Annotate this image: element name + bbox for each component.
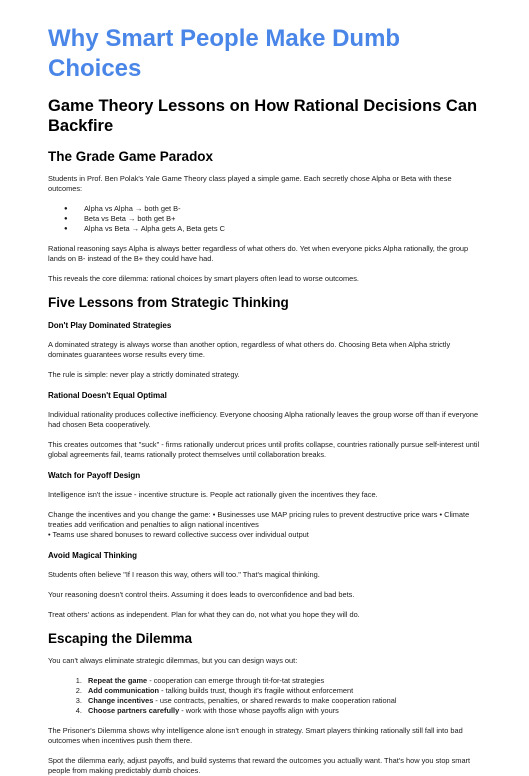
lesson-dominated-para-1: A dominated strategy is always worse than another option, regardless of what others do. Choosing Beta when Alpha strictly dominates guarantees worse results every time. bbox=[48, 340, 451, 359]
section-heading-grade-game: The Grade Game Paradox bbox=[48, 149, 214, 164]
list-item bbox=[84, 686, 481, 696]
list-item-text: - use contracts, penalties, or shared rewards to make cooperation rational bbox=[153, 696, 397, 705]
list-item-text: - cooperation can emerge through tit-for-tat strategies bbox=[147, 676, 325, 685]
list-item-text: - work with those whose payoffs align with yours bbox=[179, 706, 339, 715]
escaping-para-2: Spot the dilemma early, adjust payoffs, and build systems that reward the outcomes you actually want. That's how you stop smart people from making predictably dumb choices. bbox=[48, 756, 471, 775]
list-item: ● Beta vs Beta → both get B+ bbox=[84, 214, 481, 224]
lesson-heading-dominated: Don't Play Dominated Strategies bbox=[48, 321, 172, 330]
section-heading-five-lessons: Five Lessons from Strategic Thinking bbox=[48, 295, 289, 310]
list-item bbox=[84, 676, 481, 686]
list-item-bold: Add communication bbox=[88, 686, 160, 695]
list-item bbox=[84, 706, 481, 716]
lesson-rational-para-2: This creates outcomes that "suck" - firms rationally undercut prices until profits collapse, countries rationally pursue self-interest until global agreements fail, teams rationally protect themselves until collaboration breaks. bbox=[48, 440, 480, 459]
list-item-bold: Change incentives bbox=[88, 696, 154, 705]
lesson-dominated-para-2: The rule is simple: never play a strictly dominated strategy. bbox=[48, 370, 240, 379]
list-item bbox=[84, 696, 481, 706]
section-heading-escaping: Escaping the Dilemma bbox=[48, 631, 193, 646]
escape-strategies-list bbox=[48, 676, 481, 716]
lesson-payoff-para-1: Intelligence isn't the issue - incentive structure is. People act rationally given the incentives they face. bbox=[48, 490, 378, 499]
lesson-heading-payoff: Watch for Payoff Design bbox=[48, 471, 141, 480]
grade-game-para-1: Rational reasoning says Alpha is always better regardless of what others do. Yet when everyone picks Alpha rationally, the group lands on B- instead of the B+ they could have had. bbox=[48, 244, 469, 263]
escaping-intro: You can't always eliminate strategic dilemmas, but you can design ways out: bbox=[48, 656, 298, 665]
lesson-magical-para-1: Students often believe "If I reason this way, others will too." That's magical thinking. bbox=[48, 570, 320, 579]
lesson-payoff-para-2: Change the incentives and you change the game: • Businesses use MAP pricing rules to prevent destructive price wars • Climate treaties add verification and penalties to align national incentives bbox=[48, 510, 470, 529]
list-item-bold: Choose partners carefully bbox=[88, 706, 180, 715]
grade-game-intro: Students in Prof. Ben Polak's Yale Game Theory class played a simple game. Each secretly chose Alpha or Beta with these outcomes: bbox=[48, 174, 452, 193]
lesson-rational-para-1: Individual rationality produces collective inefficiency. Everyone choosing Alpha rationally leaves the group worse off than if everyone had chosen Beta cooperatively. bbox=[48, 410, 479, 429]
document-title: Why Smart People Make Dumb Choices bbox=[48, 25, 401, 82]
list-item-text: - talking builds trust, though it's fragile without enforcement bbox=[159, 686, 354, 695]
lesson-magical-para-3: Treat others' actions as independent. Plan for what they can do, not what you hope they will do. bbox=[48, 610, 360, 619]
lesson-heading-rational: Rational Doesn't Equal Optimal bbox=[48, 391, 167, 400]
document-subtitle: Game Theory Lessons on How Rational Decisions Can Backfire bbox=[48, 97, 478, 135]
list-item: ● Alpha vs Beta → Alpha gets A, Beta gets C bbox=[84, 224, 481, 234]
lesson-heading-magical: Avoid Magical Thinking bbox=[48, 551, 138, 560]
lesson-payoff-para-2b: • Teams use shared bonuses to reward collective success over individual output bbox=[48, 530, 309, 539]
grade-game-para-2: This reveals the core dilemma: rational choices by smart players often lead to worse outcomes. bbox=[48, 274, 359, 283]
outcomes-list bbox=[48, 204, 481, 234]
lesson-magical-para-2: Your reasoning doesn't control theirs. Assuming it does leads to overconfidence and bad bets. bbox=[48, 590, 355, 599]
list-item: ● Alpha vs Alpha → both get B- bbox=[84, 204, 481, 214]
escaping-para-1: The Prisoner's Dilemma shows why intelligence alone isn't enough in strategy. Smart players thinking rationally still fall into bad outcomes when incentives push them there. bbox=[48, 726, 463, 745]
list-item-bold: Repeat the game bbox=[88, 676, 148, 685]
